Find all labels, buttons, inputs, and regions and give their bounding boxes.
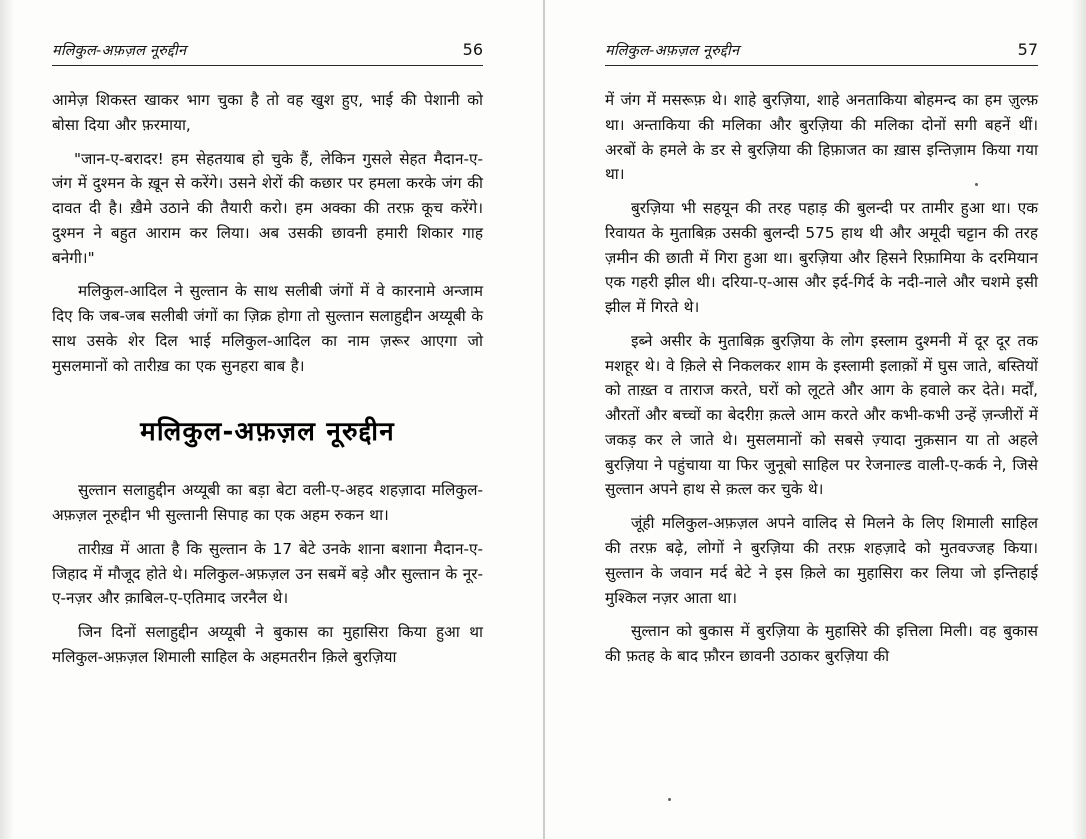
paragraph: बुरज़िया भी सहयून की तरह पहाड़ की बुलन्दी पर तामीर हुआ था। एक रिवायत के मुताबिक़ उसकी बुलन्दी 575 हाथ थी और अमूदी चट्टान की तरह ज़मीन की छाती में गिरा हुआ था। बुरज़िया और हिसने रिफ़ामिया के दरमियान एक गहरी झील थी। दरिया-ए-आस और इर्द-गिर्द के नदी-नाले और चशमे इसी झील में गिरते थे।: [605, 199, 1038, 317]
ink-speck: [668, 798, 671, 801]
chapter-title: मलिकुल-अफ़ज़ल नूरुद्दीन: [140, 417, 395, 448]
paragraph: तारीख़ में आता है कि सुल्तान के 17 बेटे उनके शाना बशाना मैदान-ए-जिहाद में मौजूद होते थे। मलिकुल-अफ़ज़ल उन सबमें बड़े और सुल्तान के नूर-ए-नज़र और क़ाबिल-ए-एतिमाद जरनैल थे।: [52, 539, 483, 608]
paragraph: सुल्तान को बुकास में बुरज़िया के मुहासिरे की इत्तिला मिली। वह बुकास की फ़तह के बाद फ़ौरन छावनी उठाकर बुरज़िया की: [605, 622, 1038, 666]
paragraph: इब्ने असीर के मुताबिक़ बुरज़िया के लोग इस्लाम दुश्मनी में दूर दूर तक मशहूर थे। वे क़िले से निकलकर शाम के इस्लामी इलाक़ों में घुस जाते, बस्तियों को ताख़्त व ताराज करते, घरों को लूटते और आग के हवाले कर देते। मर्दों, औरतों और बच्चों का बेदरीग़ क़त्ले आम करते और कभी-कभी उन्हें ज़न्जीरों में जकड़ कर ले जाते थे। मुसलमानों को सबसे ज़्यादा नुक़सान या तो अहले बुरज़िया ने पहुंचाया या फिर जुनूबो साहिल पर रेजनाल्ड वाली-ए-कर्क ने, जिसे सुल्तान अपने हाथ से क़त्ल कर चुके थे।: [605, 331, 1038, 499]
page-header-left: [52, 40, 483, 66]
paragraph: सुल्तान सलाहुद्दीन अय्यूबी का बड़ा बेटा वली-ए-अहद शहज़ादा मलिकुल-अफ़ज़ल नूरुद्दीन भी सुल्तानी सिपाह का एक अहम रुकन था।: [52, 481, 483, 525]
page-edge-shadow-left: [0, 0, 14, 839]
folio-left: 56: [462, 40, 483, 59]
page-edge-shadow-right: [1072, 0, 1086, 839]
running-title-right: मलिकुल-अफ़ज़ल नूरुद्दीन: [605, 43, 740, 59]
page-header-right: [605, 40, 1038, 66]
paragraph: आमेज़ शिकस्त खाकर भाग चुका है तो वह खुश हुए, भाई की पेशानी को बोसा दिया और फ़रमाया,: [52, 91, 483, 134]
paragraph: में जंग में मसरूफ़ थे। शाहे बुरज़िया, शाहे अनताकिया बोहमन्द का हम ज़ुल्फ़ था। अन्ताकिया की मलिका और बुरज़िया की मलिका दोनों सगी बहनें थीं। अरबों के हमले के डर से बुरज़िया की हिफ़ाजत का ख़ास इन्तिज़ाम किया गया था।: [605, 91, 1038, 184]
paragraph-quote: "जान-ए-बरादर! हम सेहतयाब हो चुके हैं, लेकिन गुसले सेहत मैदान-ए-जंग में दुश्मन के ख़ून से करेंगे। उसने शेरों की कछार पर हमला करके जंग की दावत दी है। ख़ैमे उठाने की तैयारी करो। हम अक्का की तरफ़ कूच करेंगे। दुश्मन ने बहुत आराम कर लिया। अब उसकी छावनी हमारी शिकार गाह बनेगी।": [52, 149, 483, 267]
paragraph: जूंही मलिकुल-अफ़ज़ल अपने वालिद से मिलने के लिए शिमाली साहिल की तरफ़ बढ़े, लोगों ने बुरज़िया की तरफ़ शहज़ादे को मुतवज्जह किया। सुल्तान के जवान मर्द बेटे ने इस क़िले का मुहासिरा कर लिया जो इन्तिहाई मुश्किल नज़र आता था।: [605, 514, 1038, 607]
folio-right: 57: [1017, 40, 1038, 59]
ink-speck: [975, 183, 978, 186]
page-right: [543, 0, 1086, 839]
running-title-left: मलिकुल-अफ़ज़ल नूरुद्दीन: [52, 43, 187, 59]
paragraph: मलिकुल-आदिल ने सुल्तान के साथ सलीबी जंगों में वे कारनामे अन्जाम दिए कि जब-जब सलीबी जंगों का ज़िक्र होगा तो सुल्तान सलाहुद्दीन अय्यूबी के साथ उसके शेर दिल भाई मलिकुल-आदिल का नाम ज़रूर आएगा जो मुसलमानों को तारीख़ का एक सुनहरा बाब है।: [52, 282, 483, 375]
paragraph: जिन दिनों सलाहुद्दीन अय्यूबी ने बुकास का मुहासिरा किया हुआ था मलिकुल-अफ़ज़ल शिमाली साहिल के अहमतरीन क़िले बुरज़िया: [52, 623, 483, 667]
